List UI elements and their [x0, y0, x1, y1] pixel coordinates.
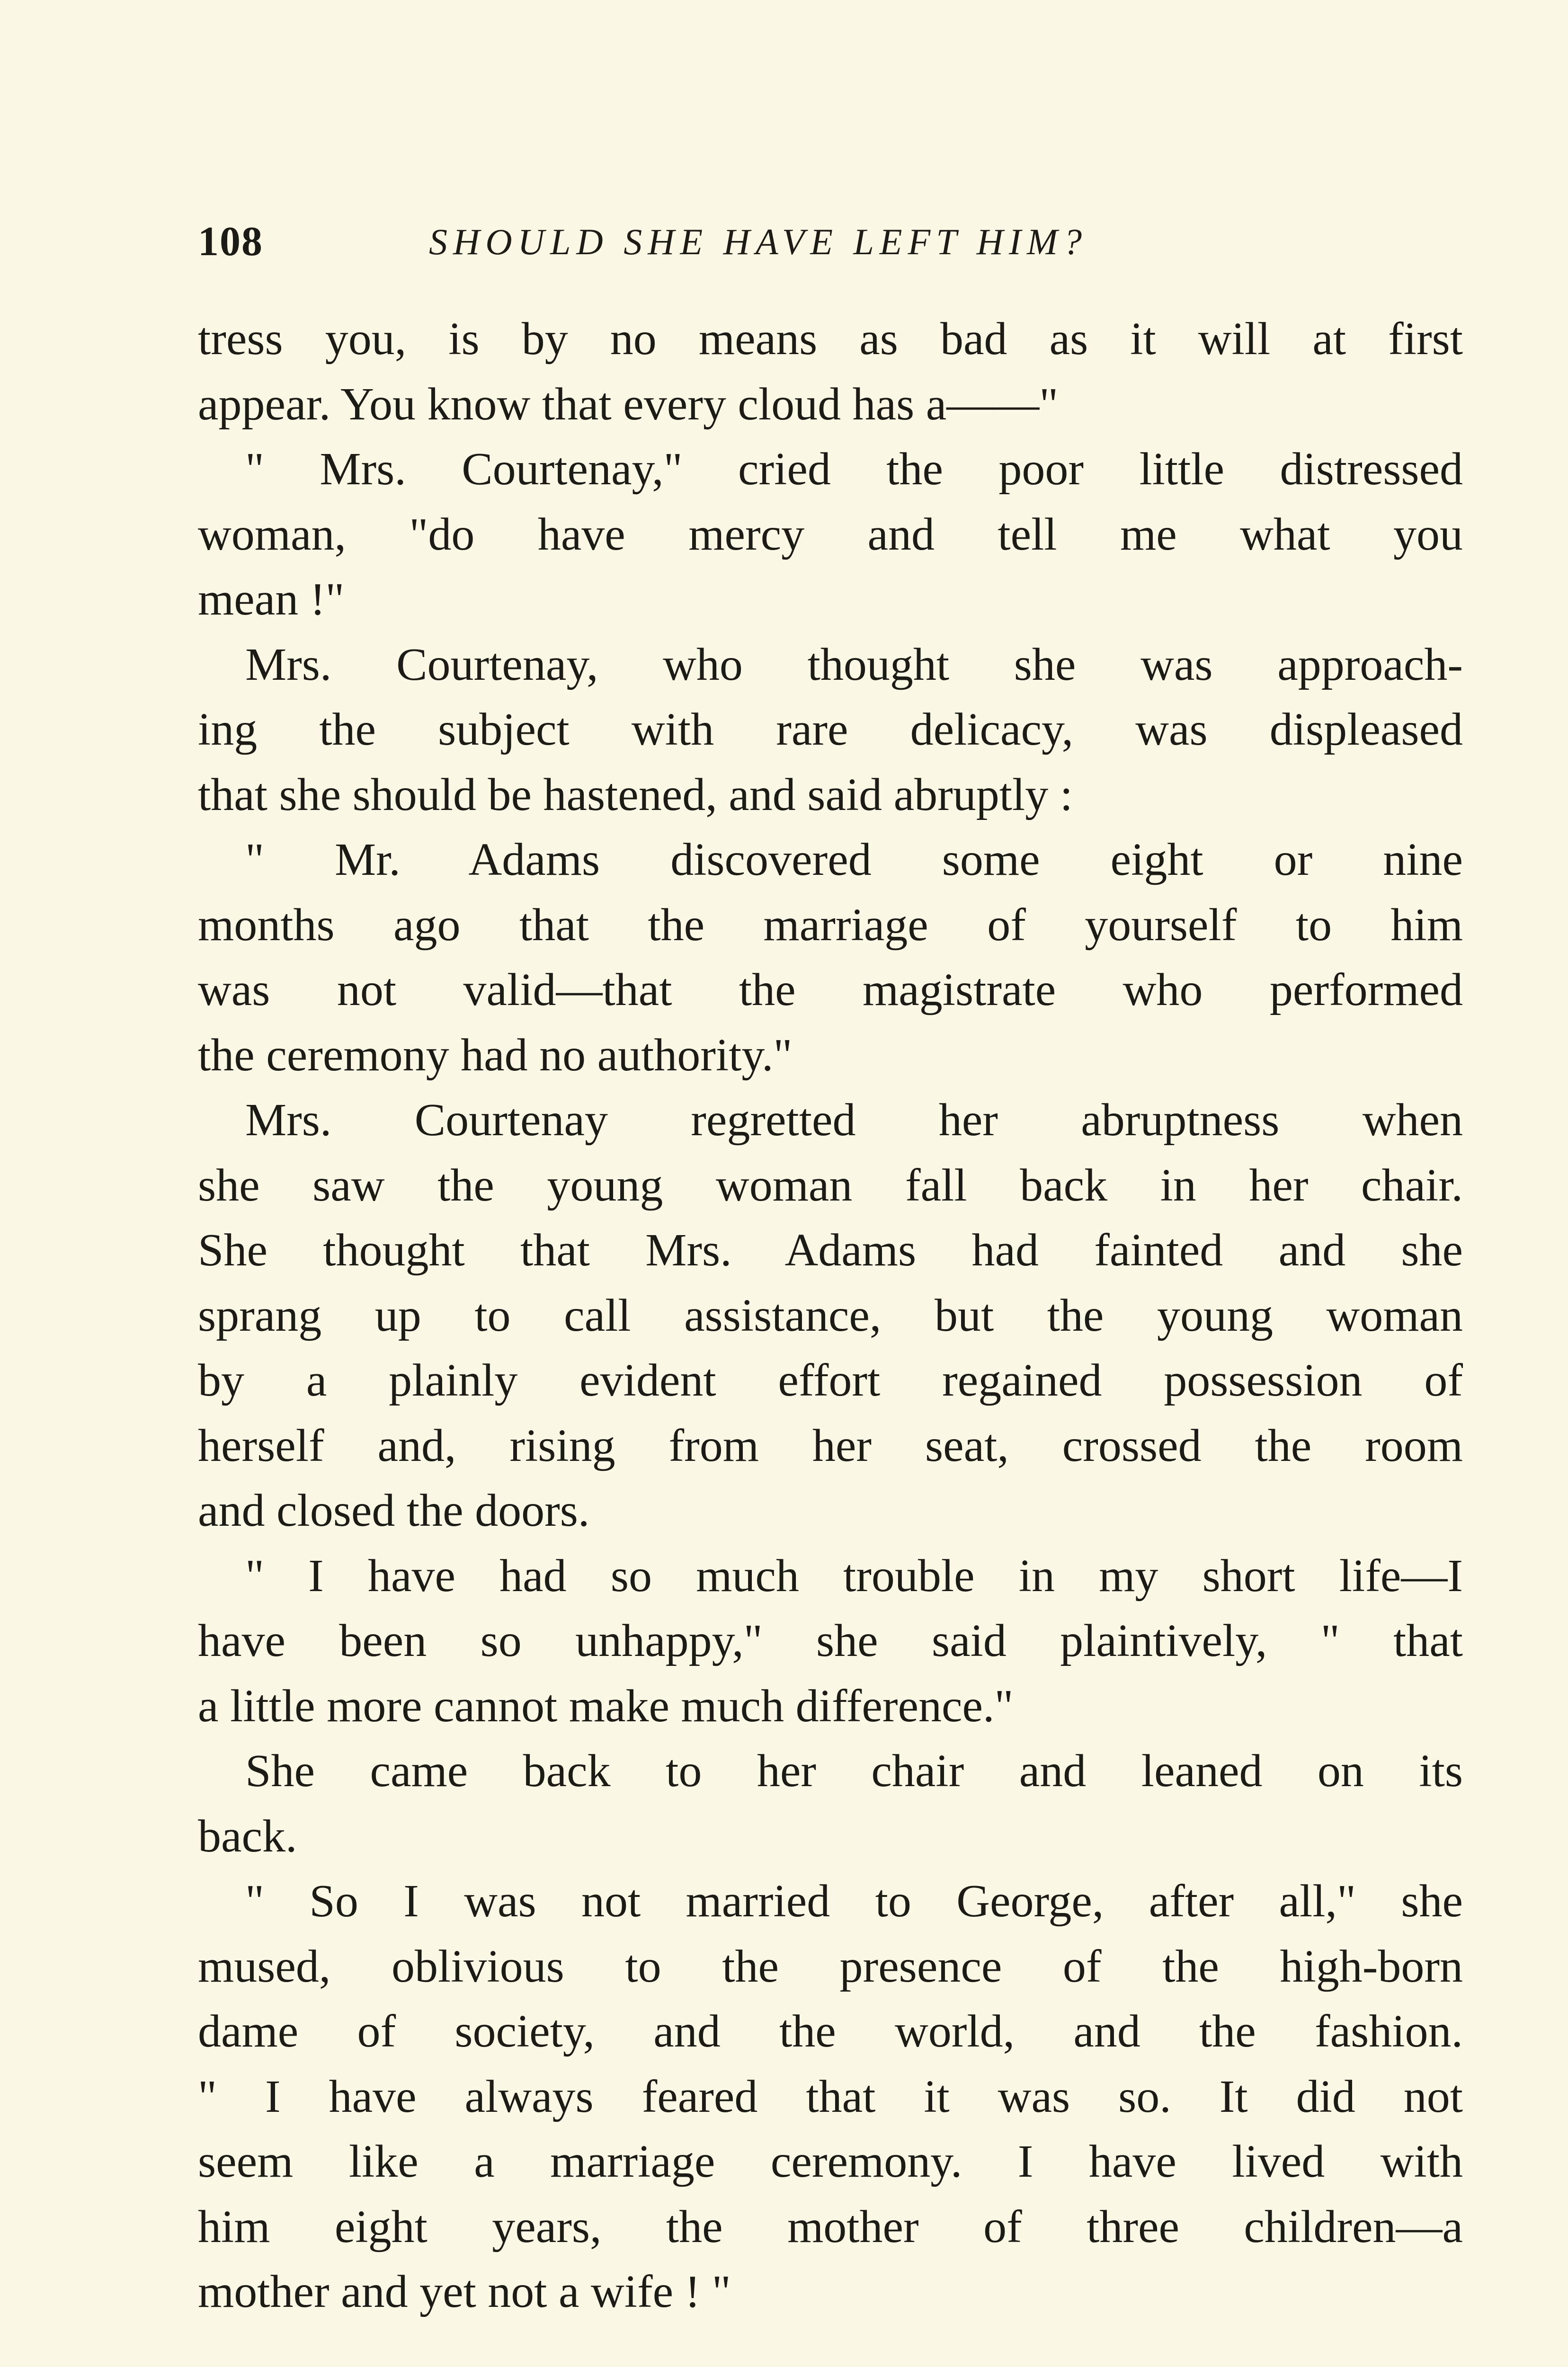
body-text [198, 307, 1463, 2325]
text-line: sprang up to call assistance, but the young woman [198, 1290, 1463, 1341]
text-line: She thought that Mrs. Adams had fainted and she [198, 1225, 1463, 1276]
text-line: months ago that the marriage of yourself to him [198, 899, 1463, 951]
text-line: a little more cannot make much difference." [198, 1680, 1014, 1732]
text-line: mean !" [198, 574, 345, 625]
text-line: him eight years, the mother of three children—a [198, 2201, 1463, 2252]
text-line: Mrs. Courtenay regretted her abruptness when [245, 1095, 1463, 1146]
text-line: she saw the young woman fall back in her chair. [198, 1159, 1463, 1211]
running-title: SHOULD SHE HAVE LEFT HIM? [429, 221, 1087, 262]
text-line: She came back to her chair and leaned on its [245, 1745, 1463, 1797]
text-line: " So I was not married to George, after all," she [245, 1876, 1463, 1927]
running-head [198, 208, 1457, 275]
text-line: seem like a marriage ceremony. I have lived with [198, 2136, 1463, 2187]
text-line: was not valid—that the magistrate who performed [198, 964, 1463, 1015]
text-line: the ceremony had no authority." [198, 1029, 793, 1081]
text-line: back. [198, 1810, 297, 1862]
text-line: appear. You know that every cloud has a——" [198, 378, 1059, 430]
text-line: Mrs. Courtenay, who thought she was approach- [245, 639, 1463, 690]
text-line: " I have always feared that it was so. It did not [198, 2071, 1463, 2122]
text-line: " Mr. Adams discovered some eight or nine [245, 834, 1463, 885]
text-line: " Mrs. Courtenay," cried the poor little distressed [245, 444, 1463, 495]
text-line: herself and, rising from her seat, crossed the room [198, 1420, 1463, 1471]
text-line: mused, oblivious to the presence of the high-born [198, 1940, 1463, 1992]
text-line: tress you, is by no means as bad as it will at first [198, 313, 1463, 365]
text-line: and closed the doors. [198, 1485, 590, 1536]
text-line: dame of society, and the world, and the fashion. [198, 2006, 1463, 2057]
page-number: 108 [198, 219, 263, 265]
text-line: that she should be hastened, and said abruptly : [198, 769, 1073, 820]
text-line: mother and yet not a wife ! " [198, 2266, 731, 2317]
text-line: have been so unhappy," she said plaintively, " that [198, 1615, 1463, 1666]
text-line: woman, "do have mercy and tell me what you [198, 508, 1463, 560]
text-line: " I have had so much trouble in my short life—I [245, 1550, 1463, 1602]
text-line: by a plainly evident effort regained possession of [198, 1355, 1463, 1406]
text-line: ing the subject with rare delicacy, was displeased [198, 704, 1463, 755]
